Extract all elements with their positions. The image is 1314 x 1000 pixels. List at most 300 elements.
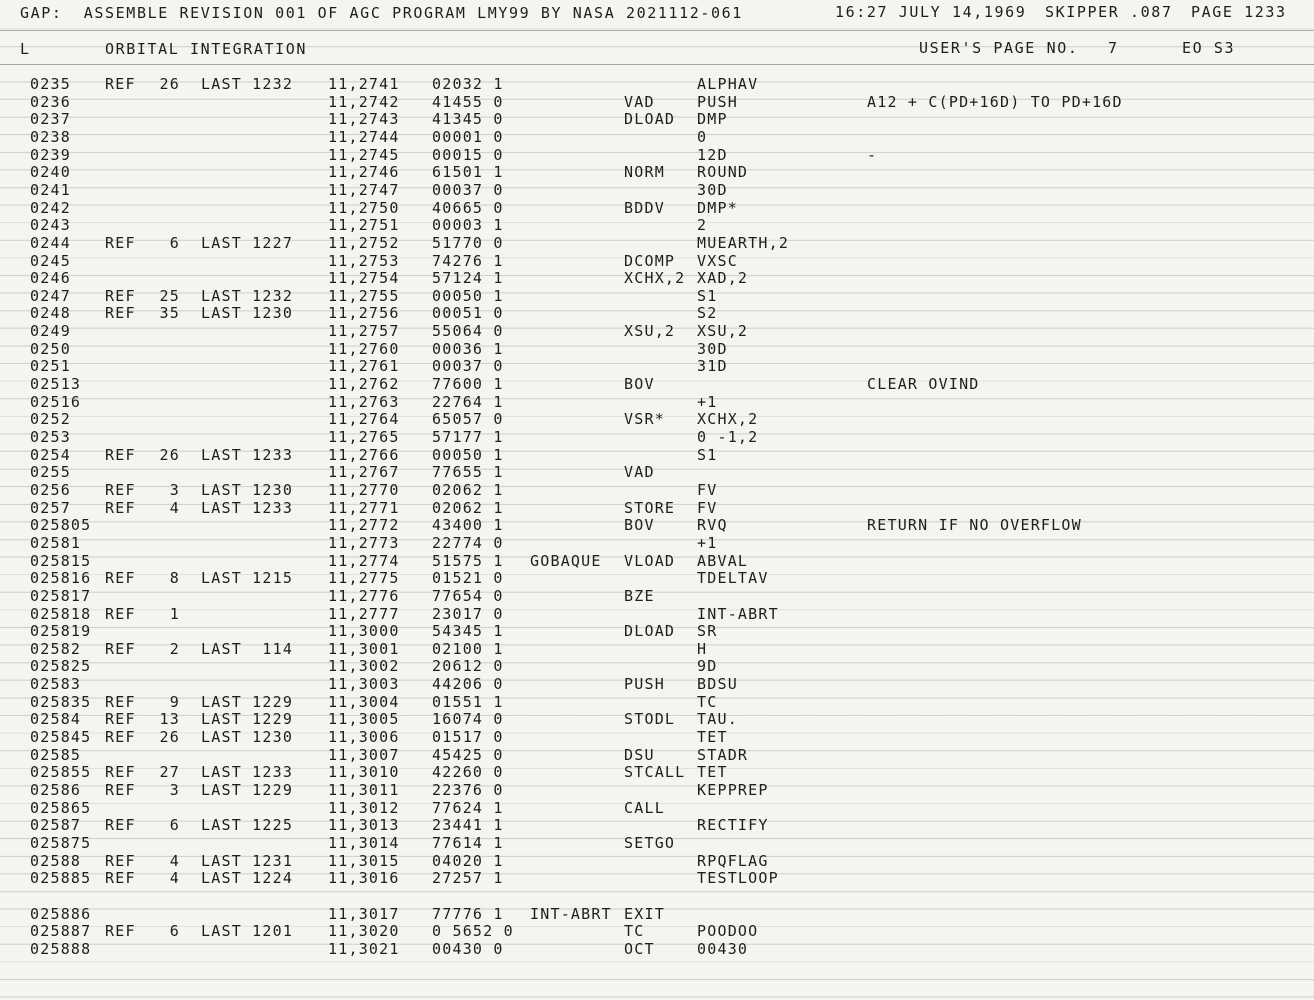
ref-count: 1 [169,604,180,623]
address: 11,2774 [328,551,400,570]
octal-code: 02062 1 [432,480,504,499]
listing-row [0,835,1314,853]
ref-count: 35 [159,304,180,323]
listing-row [0,853,1314,871]
octal-code: 77655 1 [432,463,504,482]
comment: A12 + C(PD+16D) TO PD+16D [867,92,1123,111]
last-ref: LAST 1229 [201,781,294,799]
line-number: 025835 [30,692,92,711]
address: 11,3011 [328,781,400,799]
page-number: PAGE 1233 [1191,3,1287,21]
octal-code: 00003 1 [432,216,504,235]
listing-row [0,217,1314,235]
operand: VXSC [697,251,738,270]
octal-code: 22376 0 [432,781,504,799]
opcode: XSU,2 [624,322,676,341]
ref-marker: REF [105,304,136,323]
address: 11,2775 [328,569,400,588]
line-number: 0244 [30,233,71,252]
operand: POODOO [697,922,759,941]
octal-code: 27257 1 [432,869,504,888]
line-number: 02583 [30,675,82,694]
listing-row [0,800,1314,818]
operand: H [697,639,708,658]
operand: ALPHAV [697,75,759,93]
ref-count: 27 [159,763,180,782]
statement-label: GOBAQUE [530,551,602,570]
listing-row [0,447,1314,465]
listing-row [0,464,1314,482]
subheader-rule [0,64,1314,65]
octal-code: 00015 0 [432,145,504,164]
line-number: 025875 [30,833,92,852]
address: 11,3014 [328,833,400,852]
opcode: OCT [624,939,655,958]
opcode: EXIT [624,904,665,923]
line-number: 02584 [30,710,82,729]
opcode: VAD [624,92,655,111]
ref-marker: REF [105,710,136,729]
ref-marker: REF [105,692,136,711]
ref-count: 4 [169,851,180,870]
last-ref: LAST 1201 [201,922,294,941]
address: 11,2754 [328,269,400,288]
listing-row [0,870,1314,888]
last-ref: LAST 1215 [201,569,294,588]
octal-code: 77776 1 [432,904,504,923]
operand: TET [697,763,728,782]
last-ref: LAST 1229 [201,692,294,711]
users-page-label: USER'S PAGE NO. [919,39,1079,57]
ref-count: 6 [169,922,180,941]
listing-row [0,764,1314,782]
address: 11,2753 [328,251,400,270]
listing-row [0,270,1314,288]
address: 11,2752 [328,233,400,252]
line-number: 0237 [30,110,71,129]
octal-code: 55064 0 [432,322,504,341]
octal-code: 61501 1 [432,163,504,182]
program-header-line: GAP: ASSEMBLE REVISION 001 OF AGC PROGRAM LMY99 BY NASA 2021112-061 [20,4,743,22]
line-number: 0248 [30,304,71,323]
listing-row [0,570,1314,588]
address: 11,2741 [328,75,400,93]
ref-marker: REF [105,75,136,93]
line-number: 0235 [30,75,71,93]
last-ref: LAST 1229 [201,710,294,729]
listing-row [0,147,1314,165]
last-ref: LAST 1230 [201,480,294,499]
opcode: DLOAD [624,622,676,641]
ref-count: 25 [159,286,180,305]
octal-code: 77600 1 [432,375,504,394]
octal-code: 77614 1 [432,833,504,852]
line-number: 0243 [30,216,71,235]
operand: ROUND [697,163,749,182]
users-page-number: 7 [1108,39,1119,57]
operand: 0 [697,127,708,146]
line-number: 025887 [30,922,92,941]
opcode: BOV [624,516,655,535]
opcode: CALL [624,798,665,817]
address: 11,2767 [328,463,400,482]
opcode: STORE [624,498,676,517]
line-number: 025815 [30,551,92,570]
line-number: 0249 [30,322,71,341]
octal-code: 45425 0 [432,745,504,764]
octal-code: 51770 0 [432,233,504,252]
last-ref: LAST 114 [201,639,294,658]
ref-count: 26 [159,728,180,747]
line-number: 025845 [30,728,92,747]
operand: 31D [697,357,728,376]
octal-code: 01551 1 [432,692,504,711]
listing-row [0,676,1314,694]
opcode: DCOMP [624,251,676,270]
ref-count: 2 [169,639,180,658]
line-number: 0240 [30,163,71,182]
address: 11,3000 [328,622,400,641]
listing-row [0,76,1314,94]
operand: TDELTAV [697,569,769,588]
last-ref: LAST 1233 [201,763,294,782]
section-title: ORBITAL INTEGRATION [105,40,307,58]
listing-row [0,906,1314,924]
comment: CLEAR OVIND [867,375,980,394]
listing-row [0,588,1314,606]
octal-code: 42260 0 [432,763,504,782]
opcode: VLOAD [624,551,676,570]
last-ref: LAST 1233 [201,445,294,464]
listing-row [0,94,1314,112]
octal-code: 00037 0 [432,180,504,199]
octal-code: 65057 0 [432,410,504,429]
operand: INT-ABRT [697,604,779,623]
listing-row [0,623,1314,641]
opcode: STODL [624,710,676,729]
octal-code: 77624 1 [432,798,504,817]
address: 11,2746 [328,163,400,182]
octal-code: 54345 1 [432,622,504,641]
ref-marker: REF [105,781,136,799]
octal-code: 43400 1 [432,516,504,535]
listing-row [0,288,1314,306]
operand: RECTIFY [697,816,769,835]
listing-row [0,429,1314,447]
octal-code: 16074 0 [432,710,504,729]
address: 11,3005 [328,710,400,729]
address: 11,2745 [328,145,400,164]
line-number: 025855 [30,763,92,782]
octal-code: 01517 0 [432,728,504,747]
octal-code: 57124 1 [432,269,504,288]
listing-row [0,923,1314,941]
operand: RPQFLAG [697,851,769,870]
ref-marker: REF [105,922,136,941]
octal-code: 00037 0 [432,357,504,376]
line-number: 025825 [30,657,92,676]
address: 11,2765 [328,428,400,446]
line-number: 0239 [30,145,71,164]
octal-code: 01521 0 [432,569,504,588]
line-number: 0247 [30,286,71,305]
line-number: 02582 [30,639,82,658]
address: 11,3002 [328,657,400,676]
octal-code: 40665 0 [432,198,504,217]
line-number: 025885 [30,869,92,888]
last-ref: LAST 1227 [201,233,294,252]
operand: BDSU [697,675,738,694]
octal-code: 22774 0 [432,533,504,552]
octal-code: 44206 0 [432,675,504,694]
operand: 00430 [697,939,749,958]
operand: 9D [697,657,718,676]
operand: TC [697,692,718,711]
operand: +1 [697,533,718,552]
octal-code: 51575 1 [432,551,504,570]
last-ref: LAST 1225 [201,816,294,835]
operand: PUSH [697,92,738,111]
address: 11,2750 [328,198,400,217]
line-number: 0245 [30,251,71,270]
line-number: 025817 [30,586,92,605]
line-number: 0253 [30,428,71,446]
listing-row [0,358,1314,376]
operand: TET [697,728,728,747]
octal-code: 41455 0 [432,92,504,111]
address: 11,2776 [328,586,400,605]
listing-row [0,500,1314,518]
address: 11,3001 [328,639,400,658]
ref-marker: REF [105,286,136,305]
header-rule [0,30,1314,31]
eo-label: EO S3 [1182,39,1236,57]
operand: S1 [697,445,718,464]
ref-marker: REF [105,445,136,464]
address: 11,3016 [328,869,400,888]
listing-row [0,235,1314,253]
listing-row [0,941,1314,959]
octal-code: 57177 1 [432,428,504,446]
listing-row [0,129,1314,147]
address: 11,2747 [328,180,400,199]
listing-row [0,253,1314,271]
ref-count: 9 [169,692,180,711]
opcode: TC [624,922,645,941]
last-ref: LAST 1233 [201,498,294,517]
address: 11,2771 [328,498,400,517]
line-number: 0250 [30,339,71,358]
listing-row [0,641,1314,659]
last-ref: LAST 1231 [201,851,294,870]
ref-marker: REF [105,763,136,782]
ref-marker: REF [105,639,136,658]
address: 11,2766 [328,445,400,464]
operand: TESTLOOP [697,869,779,888]
octal-code: 0 5652 0 [432,922,514,941]
operand: 30D [697,339,728,358]
ref-marker: REF [105,480,136,499]
listing-row [0,517,1314,535]
line-number: 02581 [30,533,82,552]
listing-row [0,553,1314,571]
opcode: VAD [624,463,655,482]
ref-count: 13 [159,710,180,729]
octal-code: 02100 1 [432,639,504,658]
listing-row [0,394,1314,412]
operand: SR [697,622,718,641]
operand: DMP [697,110,728,129]
octal-code: 23441 1 [432,816,504,835]
line-number: 0255 [30,463,71,482]
operand: 12D [697,145,728,164]
opcode: DLOAD [624,110,676,129]
ref-marker: REF [105,498,136,517]
listing-row [0,164,1314,182]
operand: 2 [697,216,708,235]
address: 11,2755 [328,286,400,305]
opcode: BOV [624,375,655,394]
ref-marker: REF [105,569,136,588]
address: 11,2761 [328,357,400,376]
opcode: PUSH [624,675,665,694]
listing-row [0,482,1314,500]
l-marker: L [20,40,31,58]
ref-count: 4 [169,869,180,888]
ref-count: 3 [169,781,180,799]
operand: MUEARTH,2 [697,233,790,252]
line-number: 02588 [30,851,82,870]
last-ref: LAST 1232 [201,75,294,93]
address: 11,2760 [328,339,400,358]
operand: RVQ [697,516,728,535]
address: 11,2763 [328,392,400,411]
address: 11,2773 [328,533,400,552]
line-number: 0241 [30,180,71,199]
listing-row [0,341,1314,359]
line-number: 0251 [30,357,71,376]
octal-code: 00051 0 [432,304,504,323]
operand: FV [697,498,718,517]
listing-row [0,182,1314,200]
last-ref: LAST 1224 [201,869,294,888]
listing-row [0,658,1314,676]
address: 11,2772 [328,516,400,535]
ref-count: 26 [159,75,180,93]
address: 11,2756 [328,304,400,323]
listing-row [0,729,1314,747]
operand: S1 [697,286,718,305]
operand: 0 -1,2 [697,428,759,446]
listing-row [0,817,1314,835]
line-number: 0254 [30,445,71,464]
line-number: 025816 [30,569,92,588]
listing-row [0,305,1314,323]
octal-code: 02062 1 [432,498,504,517]
address: 11,2764 [328,410,400,429]
operand: FV [697,480,718,499]
ref-count: 26 [159,445,180,464]
listing-row [0,323,1314,341]
octal-code: 00430 0 [432,939,504,958]
listing-row [0,606,1314,624]
print-timestamp: 16:27 JULY 14,1969 [835,3,1027,21]
ref-marker: REF [105,233,136,252]
octal-code: 77654 0 [432,586,504,605]
address: 11,3010 [328,763,400,782]
address: 11,3006 [328,728,400,747]
listing-row [0,411,1314,429]
opcode: XCHX,2 [624,269,686,288]
listing-row [0,782,1314,800]
address: 11,3015 [328,851,400,870]
line-number: 025886 [30,904,92,923]
octal-code: 41345 0 [432,110,504,129]
line-number: 0242 [30,198,71,217]
opcode: BDDV [624,198,665,217]
comment: RETURN IF NO OVERFLOW [867,516,1082,535]
operand: +1 [697,392,718,411]
operand: STADR [697,745,749,764]
ref-count: 6 [169,816,180,835]
line-number: 0252 [30,410,71,429]
address: 11,2743 [328,110,400,129]
octal-code: 00001 0 [432,127,504,146]
opcode: NORM [624,163,665,182]
address: 11,2751 [328,216,400,235]
listing-row [0,376,1314,394]
line-number: 0256 [30,480,71,499]
listing-row [0,711,1314,729]
line-number: 0257 [30,498,71,517]
address: 11,2770 [328,480,400,499]
ref-marker: REF [105,869,136,888]
ref-count: 4 [169,498,180,517]
address: 11,3021 [328,939,400,958]
operand: XSU,2 [697,322,749,341]
address: 11,3007 [328,745,400,764]
ref-count: 6 [169,233,180,252]
address: 11,3003 [328,675,400,694]
ref-count: 8 [169,569,180,588]
octal-code: 20612 0 [432,657,504,676]
address: 11,2757 [328,322,400,341]
operand: 30D [697,180,728,199]
opcode: STCALL [624,763,686,782]
octal-code: 04020 1 [432,851,504,870]
operand: ABVAL [697,551,749,570]
octal-code: 23017 0 [432,604,504,623]
address: 11,3013 [328,816,400,835]
line-number: 02516 [30,392,82,411]
listing-row [0,200,1314,218]
line-number: 025819 [30,622,92,641]
listing-row [0,747,1314,765]
operand: KEPPREP [697,781,769,799]
last-ref: LAST 1230 [201,728,294,747]
line-number: 0246 [30,269,71,288]
operand: XAD,2 [697,269,749,288]
last-ref: LAST 1230 [201,304,294,323]
octal-code: 00050 1 [432,445,504,464]
operand: S2 [697,304,718,323]
opcode: BZE [624,586,655,605]
address: 11,2762 [328,375,400,394]
comment: - [867,145,878,164]
ref-marker: REF [105,851,136,870]
opcode: SETGO [624,833,676,852]
octal-code: 74276 1 [432,251,504,270]
